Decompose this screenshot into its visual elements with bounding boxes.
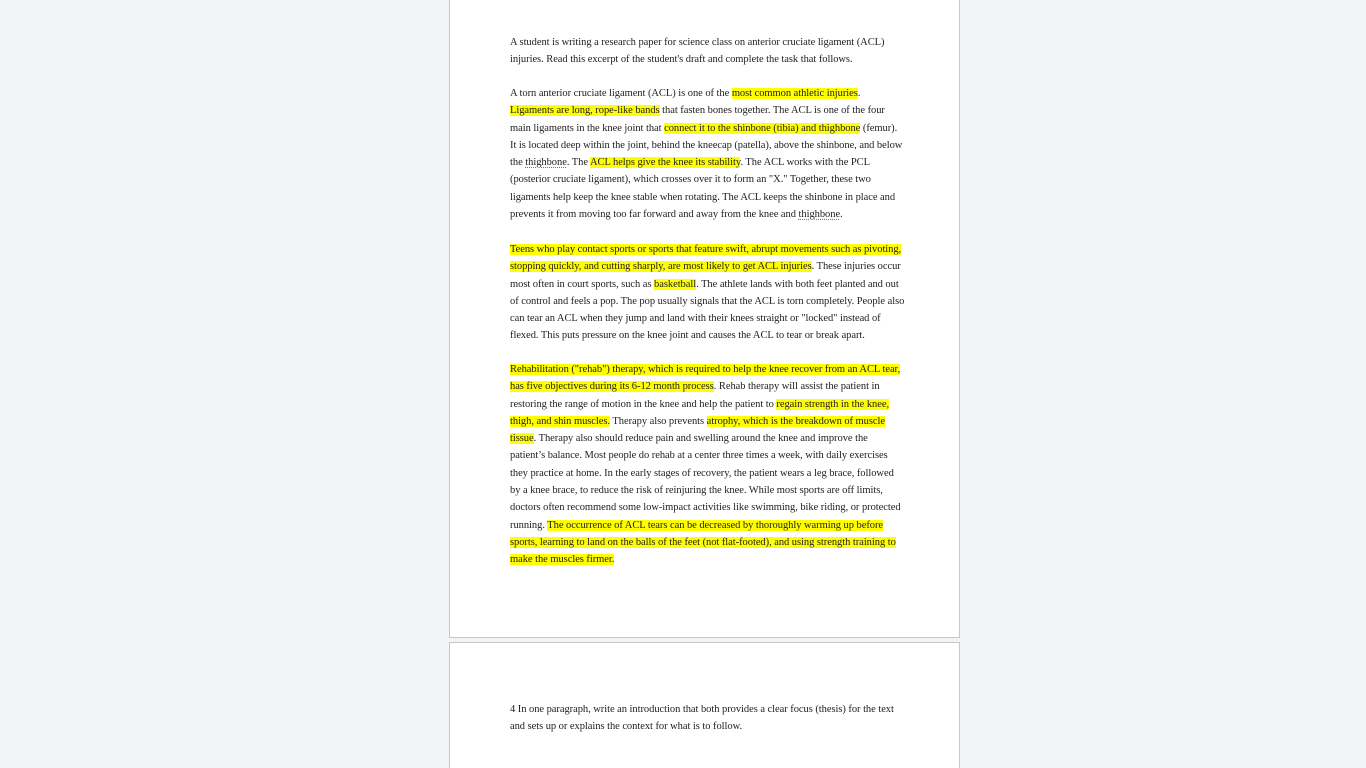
spellcheck-thighbone-1[interactable]: thighbone [525, 157, 567, 169]
highlight-prevention: The occurrence of ACL tears can be decreased by thoroughly warming up before sports, learning to land on the balls of the feet (not flat-footed), and using strength training to make the muscles firmer. [510, 519, 896, 566]
acl-paragraph-1 [510, 85, 905, 223]
paragraph-1-text [510, 85, 905, 223]
highlight-ligaments-definition: Ligaments are long, rope-like bands [510, 105, 660, 117]
paragraph-1-segment-5: . The [566, 157, 590, 169]
highlight-atrophy-definition: atrophy, which is the breakdown of muscle tissue [510, 415, 886, 445]
intro-sentence: A student is writing a research paper for science class on anterior cruciate ligament (ACL) injuries. Read this excerpt of the student's draft and complete the task that follows. [510, 37, 885, 66]
paragraph-1-segment-4: (femur). It is located deep within the joint, behind the kneecap (patella), above the shinbone, and below the [510, 122, 903, 169]
intro-text [510, 34, 905, 69]
paragraph-3-segment-1: . Rehab therapy will assist the patient in restoring the range of motion in the knee and help the patient to [510, 381, 880, 410]
paragraph-1-segment-2: . [857, 88, 861, 99]
paragraph-3-text [510, 361, 905, 569]
spellcheck-thighbone-2[interactable]: thighbone [798, 209, 841, 221]
paragraph-3-segment-3: . Therapy also should reduce pain and swelling around the knee and improve the patient’s balance. Most people do rehab at a center three times a week, with daily exercises they practice at home. In the early stages of recovery, the patient wears a leg brace, followed by a knee brace, to reduce the risk of reinjuring the knee. While most sports are off limits, doctors often recommend some low-impact activities like swimming, bike riding, or protected running. [510, 433, 901, 531]
paragraph-1-segment-7: . [840, 209, 843, 221]
acl-paragraph-2 [510, 241, 905, 345]
paragraph-2-segment-2: . The athlete lands with both feet planted and out of control and feels a pop. The pop usually signals that the ACL is torn completely. People also can tear an ACL when they jump and land with their knees straight or "locked" instead of flexed. This puts pressure on the knee joint and causes the ACL to tear or break apart. [510, 278, 905, 342]
highlight-regain-strength: regain strength in the knee, thigh, and shin muscles. [510, 398, 890, 427]
highlight-rehab-objectives: Rehabilitation ("rehab") therapy, which is required to help the knee recover from an ACL tear, has five objectives during its 6-12 month process [510, 364, 901, 393]
highlight-basketball: basketball [654, 278, 697, 290]
question-4-text: 4 In one paragraph, write an introduction that both provides a clear focus (thesis) for the text and sets up or explains the context for what is to follow. [510, 704, 894, 733]
paragraph-1-segment-3: that fasten bones together. The ACL is one of the four main ligaments in the knee joint that [510, 105, 885, 134]
highlight-teens-contact-sports: Teens who play contact sports or sports that feature swift, abrupt movements such as pivoting, stopping quickly, and cutting sharply, are most likely to get ACL injuries [510, 244, 902, 273]
paragraph-2-text [510, 241, 905, 345]
highlight-knee-stability: ACL helps give the knee its stability [589, 157, 741, 169]
acl-paragraph-3 [510, 361, 905, 569]
intro-paragraph [510, 34, 905, 69]
paragraph-2-segment-1: . These injuries occur most often in court sports, such as [510, 261, 901, 290]
document-page-1 [449, 0, 960, 638]
highlight-acl-connection: connect it to the shinbone (tibia) and thighbone [664, 122, 861, 134]
question-4 [510, 701, 905, 736]
paragraph-1-segment-6: . The ACL works with the PCL (posterior cruciate ligament), which crosses over it to form an "X." Together, these two ligaments help keep the knee stable when rotating. The ACL keeps the shinbone in place and prevents it from moving too far forward and away from the knee and [510, 157, 896, 221]
document-page-2 [449, 642, 960, 768]
paragraph-1-segment-1: A torn anterior cruciate ligament (ACL) is one of the [510, 88, 732, 99]
paragraph-3-segment-2: Therapy also prevents [610, 415, 707, 427]
highlight-common-injuries: most common athletic injuries [731, 88, 858, 99]
